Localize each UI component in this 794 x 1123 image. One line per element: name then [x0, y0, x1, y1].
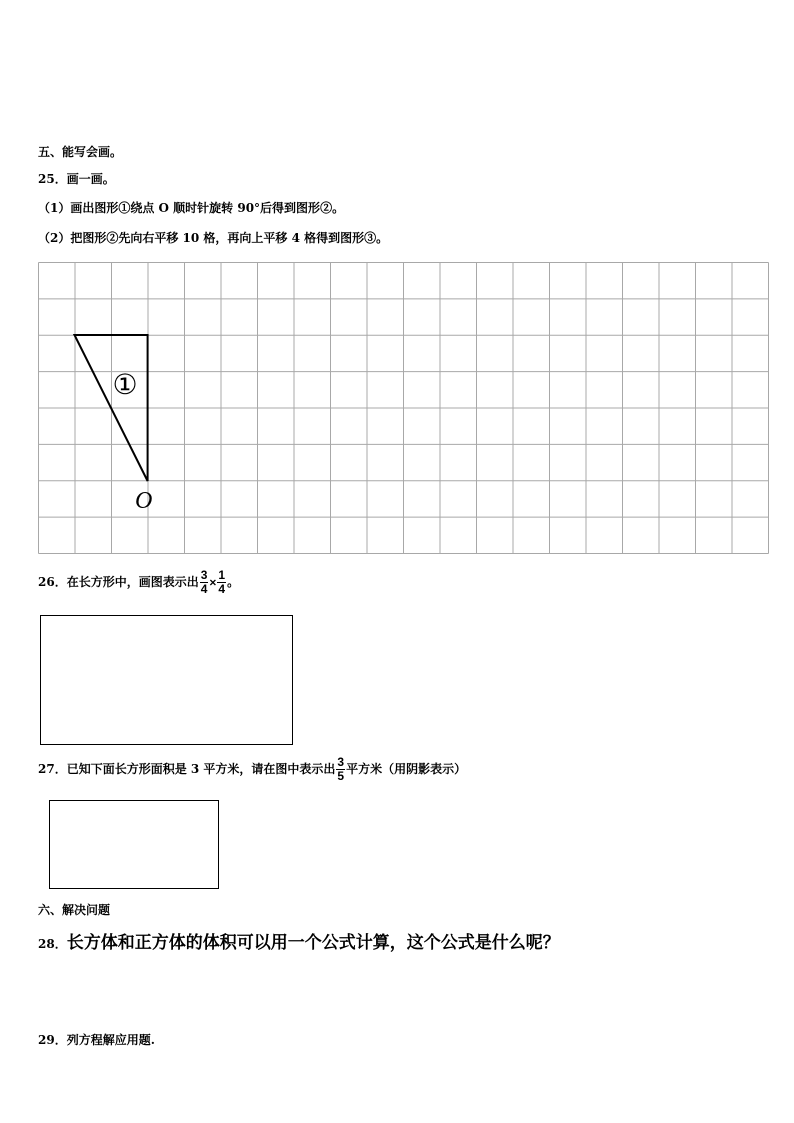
- q25-sub1-circle: ①: [118, 201, 131, 215]
- q29-text: 列方程解应用题.: [66, 1033, 155, 1047]
- q26-fraction-2: [217, 569, 226, 596]
- q26-frac1-num: 3: [200, 568, 208, 582]
- q25-sub2-middle: 先向右平移 10 格，再向上平移 4 格得到图形: [118, 231, 365, 245]
- q26-text: 在长方形中，画图表示出: [66, 575, 199, 589]
- q28-text: 长方体和正方体的体积可以用一个公式计算，这个公式是什么呢？: [66, 933, 560, 953]
- q25-grid: [38, 262, 769, 554]
- q28-number: 28．: [38, 937, 67, 951]
- q25-title: 画一画。: [66, 172, 115, 186]
- q29-number: 29．: [38, 1033, 67, 1047]
- q27-rectangle[interactable]: [49, 800, 219, 889]
- q25-heading: [38, 170, 115, 187]
- q25-sub1-circle2: ②: [320, 201, 333, 215]
- q25-number: 25．: [38, 172, 67, 186]
- q26-fraction-1: [200, 569, 209, 596]
- q26-frac2-den: 4: [218, 582, 226, 596]
- q29-line: [38, 1031, 155, 1048]
- q25-sub1-end: 。: [332, 201, 345, 215]
- q25-sub2-end: 。: [376, 231, 389, 245]
- q27-fraction: [336, 756, 345, 783]
- q27-number: 27．: [38, 762, 67, 776]
- q25-sub2-circle2: ③: [364, 231, 377, 245]
- q25-sub2-circle: ②: [106, 231, 119, 245]
- q25-sub1: [38, 199, 344, 216]
- q28-line: [38, 928, 560, 953]
- q25-sub2: [38, 229, 388, 246]
- q26-frac1-den: 4: [200, 582, 208, 596]
- q27-line: [38, 756, 466, 783]
- q25-sub1-prefix: （1）画出图形: [38, 201, 119, 215]
- figure-1-label: ①: [112, 368, 138, 401]
- q25-sub2-prefix: （2）把图形: [38, 231, 107, 245]
- section-5-heading: 五、能写会画。: [38, 145, 123, 159]
- q25-sub1-middle: 绕点 O 顺时针旋转 90°后得到图形: [130, 201, 321, 215]
- q26-operator: ×: [209, 575, 217, 590]
- q27-frac-num: 3: [337, 755, 345, 769]
- point-o-label: O: [135, 488, 153, 514]
- q27-text: 已知下面长方形面积是 3 平方米，请在图中表示出: [66, 762, 336, 776]
- q26-line: [38, 569, 239, 596]
- q26-end: 。: [227, 575, 240, 589]
- q26-frac2-num: 1: [218, 568, 226, 582]
- q27-end: 平方米（用阴影表示）: [346, 762, 467, 776]
- section-6-heading: 六、解决问题: [38, 903, 111, 917]
- q27-frac-den: 5: [337, 769, 345, 783]
- q26-rectangle[interactable]: [40, 615, 293, 745]
- q26-number: 26．: [38, 575, 67, 589]
